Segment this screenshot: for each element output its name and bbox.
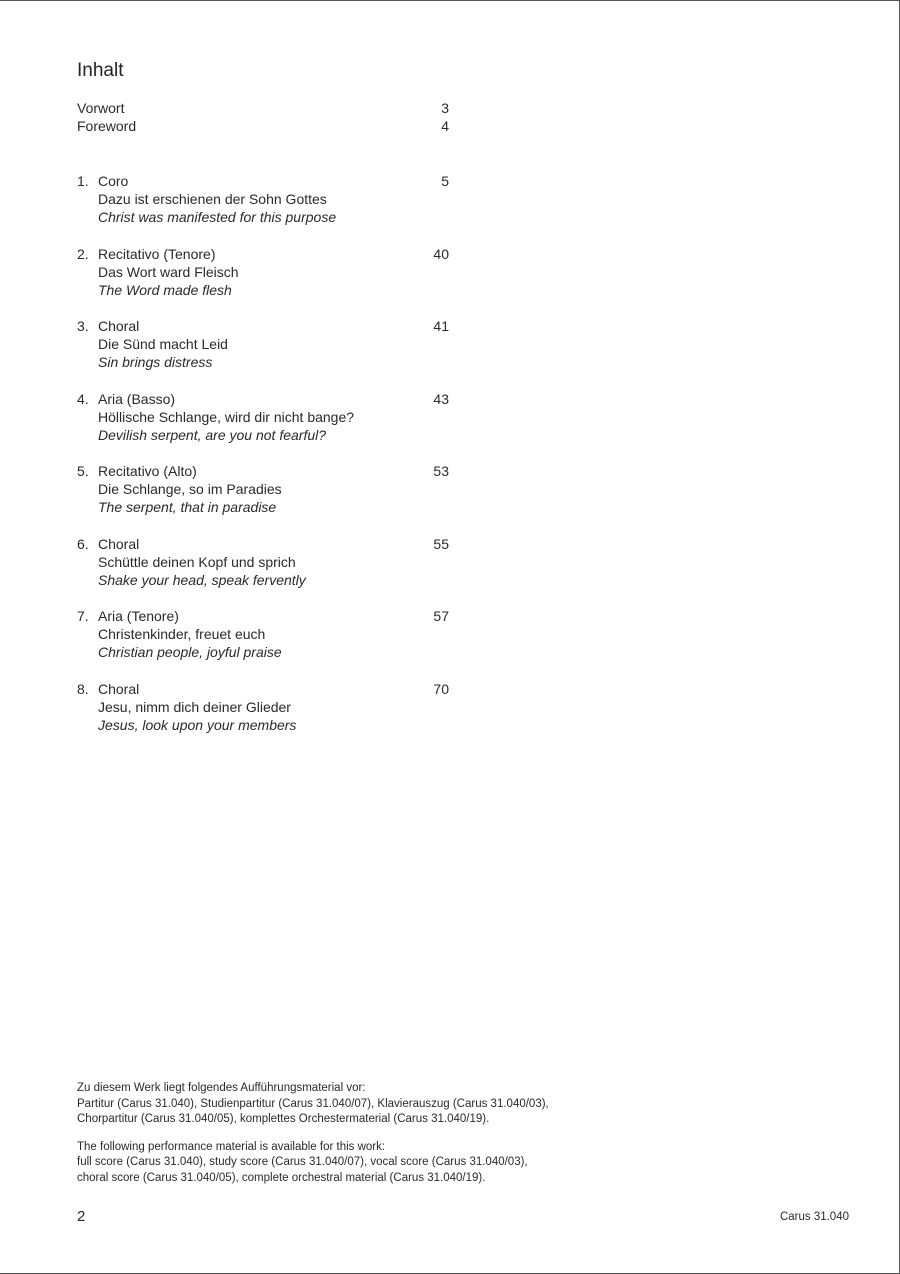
front-matter-row (77, 117, 449, 135)
toc-entry-1 (77, 172, 449, 245)
toc-entry-4 (77, 390, 449, 463)
movement-number: 1. (77, 173, 89, 189)
movement-page: 55 (433, 535, 449, 552)
movement-title-english: Christian people, joyful praise (98, 644, 282, 660)
movement-form: Aria (Tenore) (98, 608, 179, 624)
toc-entry-7 (77, 607, 449, 680)
movement-title-german: Die Sünd macht Leid (98, 336, 228, 352)
movement-page: 70 (433, 680, 449, 697)
movement-number: 4. (77, 390, 89, 407)
front-matter-label: Vorwort (77, 100, 125, 116)
front-matter-row (77, 99, 449, 117)
front-matter-label: Foreword (77, 118, 137, 134)
movement-number: 8. (77, 680, 89, 697)
movement-title-german: Die Schlange, so im Paradies (98, 481, 282, 497)
movement-title-german: Christenkinder, freuet euch (98, 626, 266, 642)
movement-form: Choral (98, 535, 140, 552)
toc-entry-8 (77, 680, 449, 753)
movement-title-english: Shake your head, speak fervently (98, 571, 306, 588)
movement-title-english: Jesus, look upon your members (98, 716, 297, 733)
movement-title-german: Jesu, nimm dich deiner Glieder (98, 698, 291, 715)
movement-form: Recitativo (Alto) (98, 463, 197, 479)
toc-entry-6 (77, 535, 449, 608)
front-matter (77, 99, 449, 135)
movement-page: 5 (441, 173, 449, 189)
movement-title-english: The serpent, that in paradise (98, 499, 277, 515)
page-border-top (0, 0, 900, 1)
front-matter-page: 4 (441, 118, 449, 134)
page-number: 2 (77, 1208, 86, 1225)
movement-page: 53 (433, 463, 449, 479)
movement-title-english: Sin brings distress (98, 354, 213, 370)
movement-form: Recitativo (Tenore) (98, 245, 216, 262)
movement-title-english: The Word made flesh (98, 281, 232, 298)
movement-number: 7. (77, 608, 89, 624)
notes-line: Zu diesem Werk liegt folgendes Aufführungsmaterial vor: (77, 1082, 366, 1094)
page-title: Inhalt (77, 60, 124, 81)
front-matter-page: 3 (441, 100, 449, 116)
notes-line: Chorpartitur (Carus 31.040/05), komplettes Orchestermaterial (Carus 31.040/19). (77, 1113, 490, 1125)
movement-number: 2. (77, 245, 89, 262)
movement-form: Choral (98, 318, 140, 334)
notes-line: The following performance material is available for this work: (77, 1140, 386, 1153)
toc-entry-3 (77, 317, 449, 390)
movement-form: Aria (Basso) (98, 390, 176, 407)
movement-title-english: Christ was manifested for this purpose (98, 209, 337, 225)
movement-page: 40 (433, 245, 449, 262)
catalog-number: Carus 31.040 (779, 1211, 849, 1223)
movement-number: 6. (77, 535, 89, 552)
movement-title-german: Schüttle deinen Kopf und sprich (98, 553, 296, 570)
movement-number: 5. (77, 463, 89, 479)
toc-entry-2 (77, 245, 449, 318)
toc-entry-5 (77, 462, 449, 535)
movement-title-german: Dazu ist erschienen der Sohn Gottes (98, 191, 327, 207)
notes-line: choral score (Carus 31.040/05), complete orchestral material (Carus 31.040/19). (77, 1171, 486, 1184)
movement-title-german: Höllische Schlange, wird dir nicht bange? (98, 408, 355, 425)
notes-english (77, 1140, 549, 1187)
notes-line: Partitur (Carus 31.040), Studienpartitur (Carus 31.040/07), Klavierauszug (Carus 31.040/03), (77, 1097, 549, 1110)
table-of-contents (77, 172, 449, 752)
movement-form: Coro (98, 173, 129, 189)
movement-number: 3. (77, 318, 89, 334)
movement-page: 57 (433, 608, 449, 624)
movement-page: 41 (433, 318, 449, 334)
movement-title-german: Das Wort ward Fleisch (98, 263, 239, 280)
performance-material-notes (77, 1081, 549, 1198)
movement-title-english: Devilish serpent, are you not fearful? (98, 426, 327, 443)
notes-german (77, 1081, 549, 1128)
movement-form: Choral (98, 680, 140, 697)
notes-line: full score (Carus 31.040), study score (Carus 31.040/07), vocal score (Carus 31.040/03), (77, 1156, 528, 1168)
movement-page: 43 (433, 390, 449, 407)
